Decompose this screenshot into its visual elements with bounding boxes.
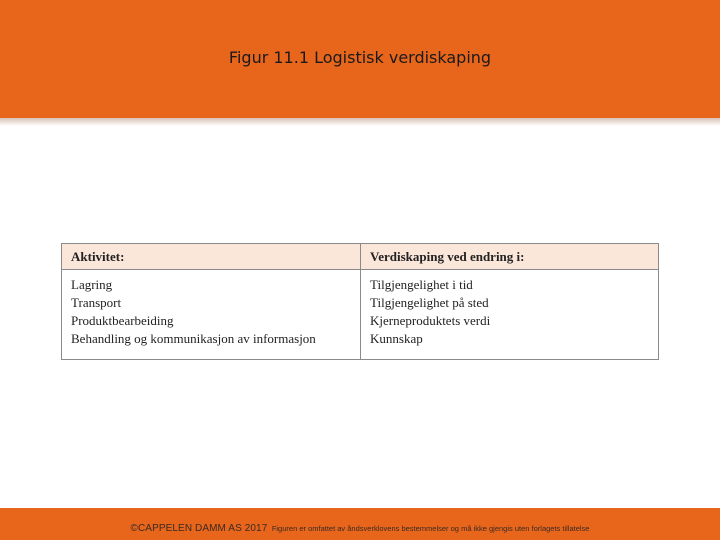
activity-item: Transport: [71, 295, 122, 310]
activity-item: Lagring: [71, 277, 113, 292]
header-shadow: [0, 118, 720, 126]
value-creation-item: Kunnskap: [370, 331, 423, 346]
activity-cell: [62, 270, 361, 360]
footer: [0, 518, 720, 536]
activity-item: Produktbearbeiding: [71, 313, 174, 328]
logistics-value-table: [61, 243, 659, 360]
table-row: [62, 270, 659, 360]
table-header-row: [62, 244, 659, 270]
value-creation-item: Tilgjengelighet i tid: [370, 277, 473, 292]
slide-title: Figur 11.1 Logistisk verdiskaping: [228, 48, 492, 67]
activity-item: Behandling og kommunikasjon av informasjon: [71, 331, 316, 346]
value-creation-item: Tilgjengelighet på sted: [370, 295, 489, 310]
value-creation-cell: [361, 270, 659, 360]
header-activity: Aktivitet:: [62, 244, 361, 270]
value-creation-item: Kjerneproduktets verdi: [370, 313, 491, 328]
copyright-text: ©CAPPELEN DAMM AS 2017: [130, 523, 268, 534]
copyright-note: Figuren er omfattet av åndsverklovens bestemmelser og må ikke gjengis uten forlagets tillatelse: [271, 524, 590, 533]
header-value-creation: Verdiskaping ved endring i:: [361, 244, 659, 270]
